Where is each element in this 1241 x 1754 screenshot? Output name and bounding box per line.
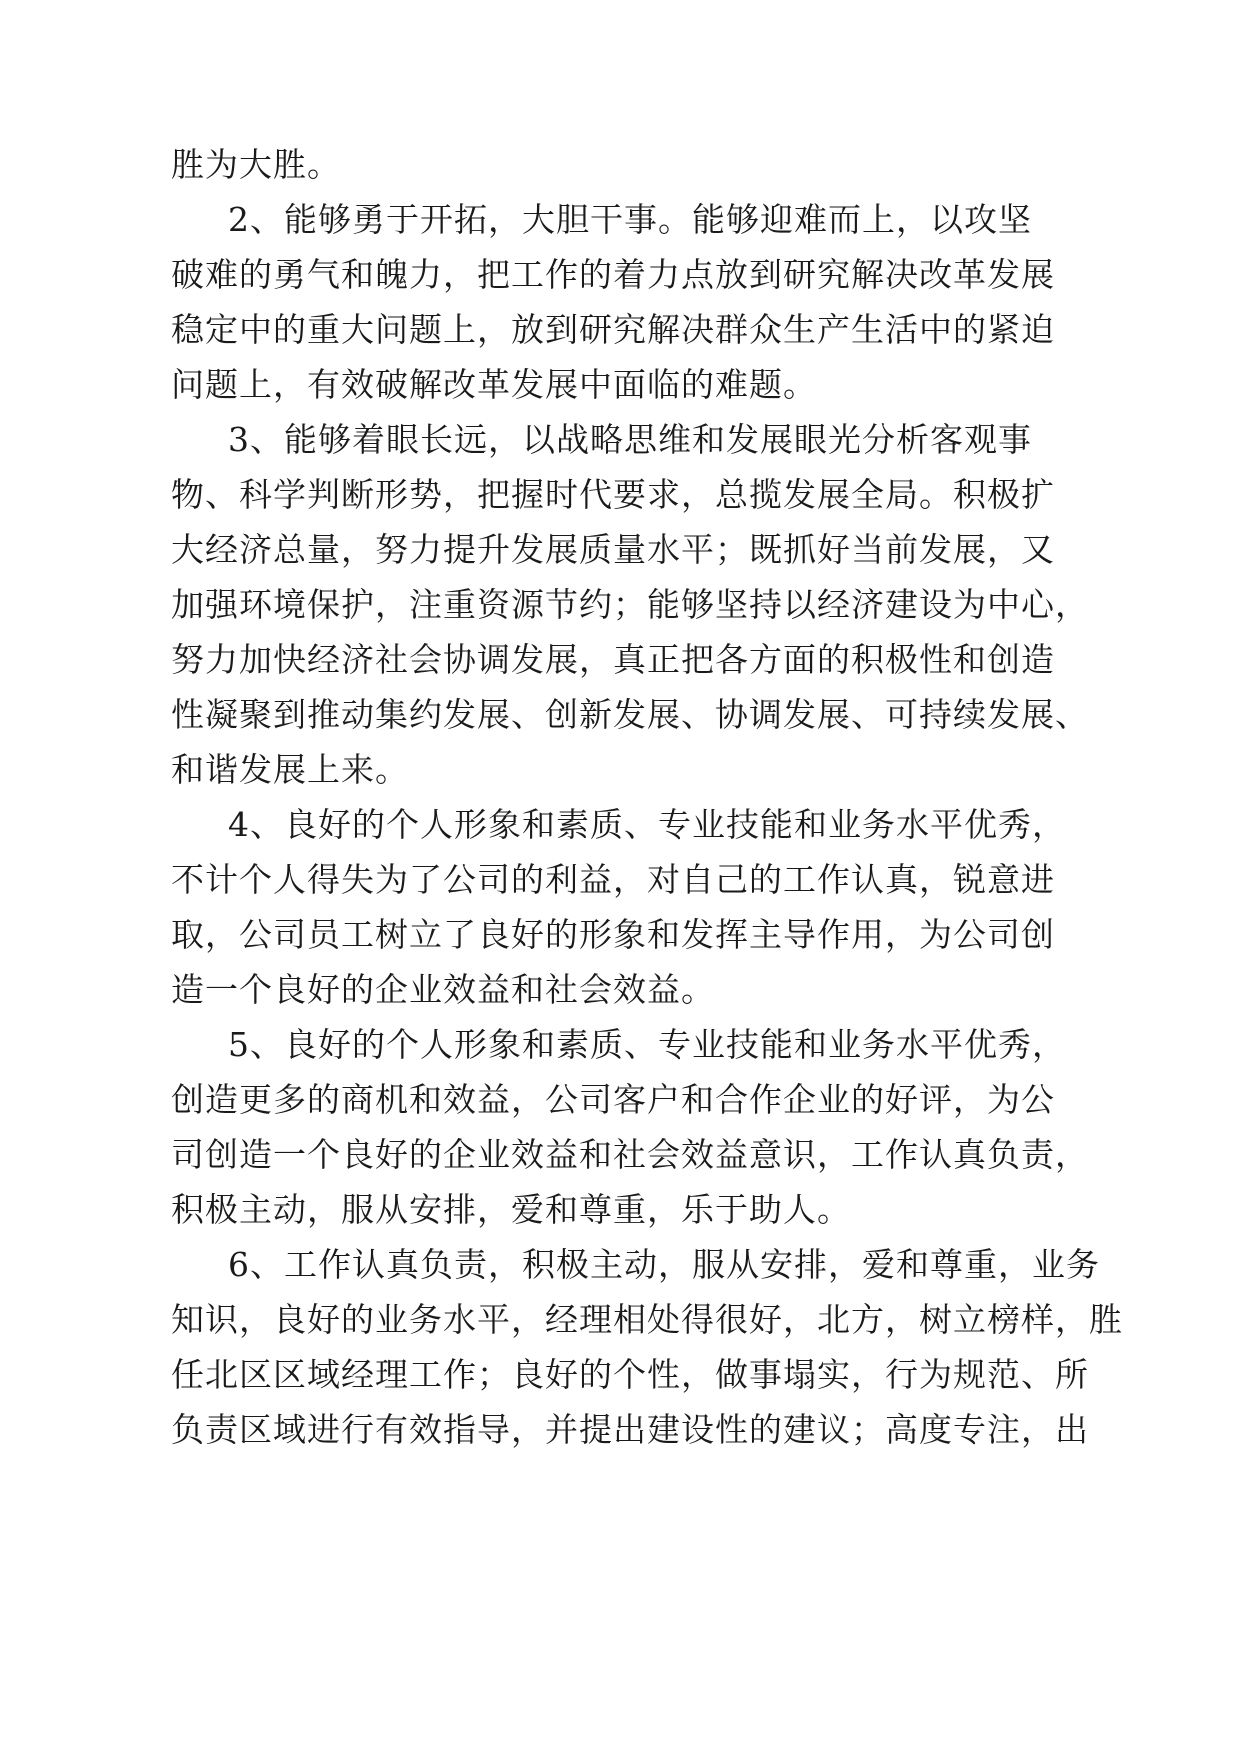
paragraph-4-start: 4、良好的个人形象和素质、专业技能和业务水平优秀， [228,805,1066,844]
text-line: 取，公司员工树立了良好的形象和发挥主导作用，为公司创 [171,915,1055,954]
text-line: 稳定中的重大问题上，放到研究解决群众生产生活中的紧迫 [171,310,1055,349]
text-line: 司创造一个良好的企业效益和社会效益意识，工作认真负责， [171,1135,1089,1174]
text-line: 大经济总量，努力提升发展质量水平；既抓好当前发展，又 [171,530,1055,569]
text-line: 不计个人得失为了公司的利益，对自己的工作认真，锐意进 [171,860,1055,899]
text-line: 胜为大胜。 [171,145,341,184]
paragraph-2-start: 2、能够勇于开拓，大胆干事。能够迎难而上，以攻坚 [228,200,1032,239]
paragraph-3-start: 3、能够着眼长远，以战略思维和发展眼光分析客观事 [228,420,1032,459]
text-line: 和谐发展上来。 [171,750,409,789]
text-line: 知识，良好的业务水平，经理相处得很好，北方，树立榜样，胜 [171,1300,1123,1339]
text-line: 负责区域进行有效指导，并提出建设性的建议；高度专注，出 [171,1410,1089,1449]
text-line: 加强环境保护，注重资源节约；能够坚持以经济建设为中心， [171,585,1089,624]
text-line: 性凝聚到推动集约发展、创新发展、协调发展、可持续发展、 [171,695,1089,734]
text-line: 创造更多的商机和效益，公司客户和合作企业的好评，为公 [171,1080,1055,1119]
text-line: 物、科学判断形势，把握时代要求，总揽发展全局。积极扩 [171,475,1055,514]
text-line: 问题上，有效破解改革发展中面临的难题。 [171,365,817,404]
paragraph-6-start: 6、工作认真负责，积极主动，服从安排，爱和尊重，业务 [228,1245,1100,1284]
text-line: 破难的勇气和魄力，把工作的着力点放到研究解决改革发展 [171,255,1055,294]
text-line: 任北区区域经理工作；良好的个性，做事塌实，行为规范、所 [171,1355,1089,1394]
text-line: 造一个良好的企业效益和社会效益。 [171,970,715,1009]
text-line: 努力加快经济社会协调发展，真正把各方面的积极性和创造 [171,640,1055,679]
paragraph-5-start: 5、良好的个人形象和素质、专业技能和业务水平优秀， [228,1025,1066,1064]
text-line: 积极主动，服从安排，爱和尊重，乐于助人。 [171,1190,851,1229]
